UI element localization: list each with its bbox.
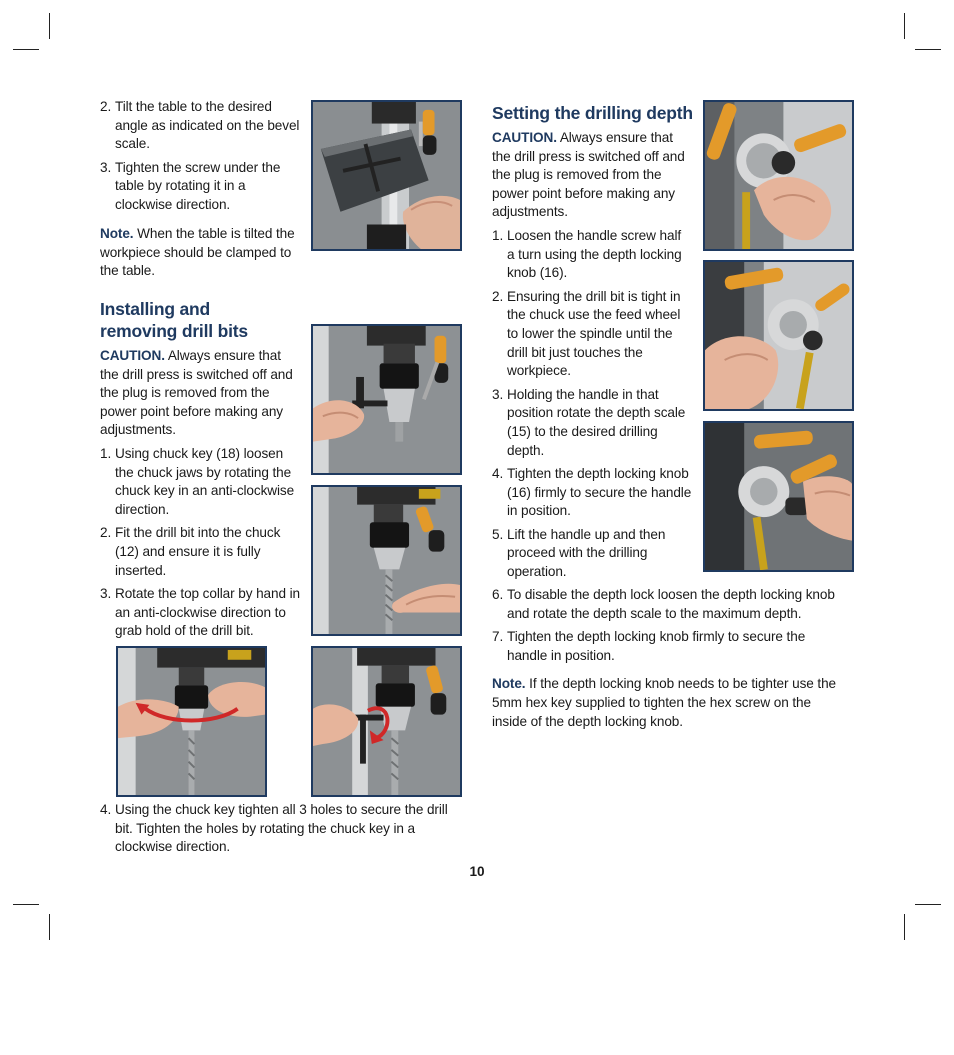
list-item: 4. Tighten the depth locking knob (16) firmly to secure the handle in position.: [492, 466, 692, 519]
rotate-collar-photo: [116, 646, 267, 797]
list-item: 2. Ensuring the drill bit is tight in the chuck use the feed wheel to lower the spindle until the drill bit just touches the workpiece.: [492, 288, 681, 379]
chuck-key-photo: [311, 324, 462, 475]
crop-mark: [49, 914, 50, 940]
chuck-key-tighten-photo: [311, 646, 462, 797]
section-heading-depth: Setting the drilling depth: [492, 103, 693, 123]
list-item: 3. Rotate the top collar by hand in an anti-clockwise direction to grab hold of the drill bit.: [100, 586, 300, 639]
table-note: Note. When the table is tilted the workpiece should be clamped to the table.: [100, 226, 295, 279]
list-item: 5. Lift the handle up and then proceed with the drilling operation.: [492, 526, 666, 580]
crop-mark: [904, 914, 905, 940]
list-item: 2. Tilt the table to the desired angle as indicated on the bevel scale.: [100, 99, 300, 152]
caution-label: CAUTION.: [100, 348, 165, 363]
depth-section: Setting the drilling depth CAUTION. Always ensure that the drill press is switched off and the plug is removed from the power point before making any adjustments. 1. Loosen the handle screw half a turn using the depth locking knob (16). 2. Ensuring the drill bit is tight in the chuck use the feed wheel to lower the spindle until the drill bit just touches the workpiece. 3. Holding the handle in that position rotate the depth scale (15) to the desired drilling depth. 4. Tighten the depth locking knob (16) firmly to secure the handle in position. 5. Lift the handle up and then proceed with the drilling operation.: [492, 102, 692, 587]
list-item: 3. Tighten the screw under the table by rotating it in a clockwise direction.: [100, 159, 281, 212]
crop-mark: [13, 904, 39, 905]
depth-lock-knob-photo: [703, 100, 854, 251]
installing-section: Installing and removing drill bits CAUTION. Always ensure that the drill press is switched off and the plug is removed from the power point before making any adjustments. 1. Using chuck key (18) loosen the chuck jaws by rotating the chuck key in an anti-clockwise direction. 2. Fit the drill bit into the chuck (12) and ensure it is fully inserted. 3. Rotate the top collar by hand in an anti-clockwise direction to grab hold of the drill bit.: [100, 298, 302, 646]
table-tilt-steps: [100, 98, 300, 220]
crop-mark: [915, 49, 941, 50]
list-item: 1. Loosen the handle screw half a turn using the depth locking knob (16).: [492, 227, 682, 281]
tighten-knob-photo: [703, 421, 854, 572]
section-heading-installing: Installing and removing drill bits: [100, 299, 248, 341]
caution-label: CAUTION.: [492, 130, 557, 145]
page-number: 10: [469, 864, 485, 879]
chuck-key-step: [100, 801, 452, 862]
depth-section-continued: 6. To disable the depth lock loosen the depth locking knob and rotate the depth scale to the maximum depth. 7. Tighten the depth locking knob firmly to secure the handle in position. Note. If the depth locking knob needs to be tighter use the 5mm hex key supplied to tighten the hex screw on the inside of the depth locking knob.: [492, 586, 844, 741]
crop-mark: [13, 49, 39, 50]
note-label: Note.: [492, 676, 526, 692]
list-item: 1. Using chuck key (18) loosen the chuck jaws by rotating the chuck key in an anti-clockwise direction.: [100, 445, 295, 517]
list-item: 3. Holding the handle in that position rotate the depth scale (15) to the desired drilling depth.: [492, 386, 686, 458]
depth-scale-photo: [703, 260, 854, 411]
crop-mark: [904, 13, 905, 39]
tilt-table-photo: [311, 100, 462, 251]
list-item: 6. To disable the depth lock loosen the depth locking knob and rotate the depth scale to the maximum depth.: [492, 587, 835, 621]
list-item: 4. Using the chuck key tighten all 3 holes to secure the drill bit. Tighten the holes by rotating the chuck key in a clockwise direction.: [100, 802, 448, 855]
crop-mark: [49, 13, 50, 39]
list-item: 2. Fit the drill bit into the chuck (12) and ensure it is fully inserted.: [100, 525, 281, 578]
list-item: 7. Tighten the depth locking knob firmly to secure the handle in position.: [492, 629, 806, 663]
crop-mark: [915, 904, 941, 905]
note-label: Note.: [100, 226, 134, 241]
fit-drill-bit-photo: [311, 485, 462, 636]
